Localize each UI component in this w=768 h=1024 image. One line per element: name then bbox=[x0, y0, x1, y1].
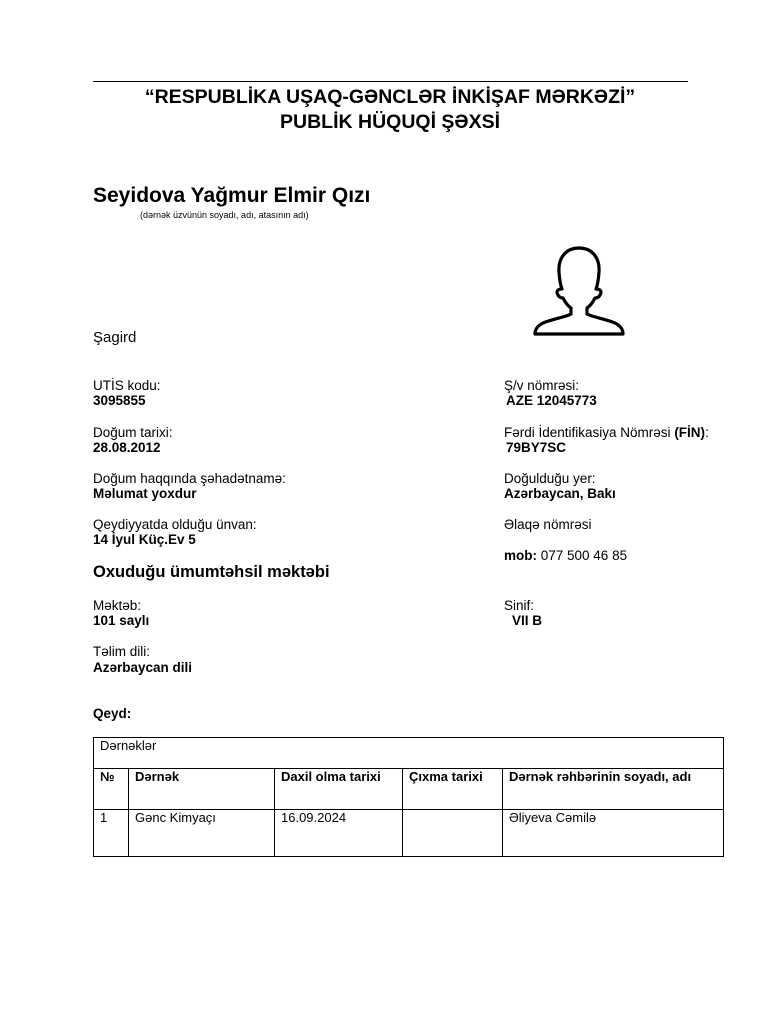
row-club: Gənc Kimyaçı bbox=[129, 810, 275, 857]
row-club-leader: Əliyeva Cəmilə bbox=[503, 810, 724, 857]
fin-label-colon: : bbox=[705, 425, 709, 440]
school-label: Məktəb: bbox=[93, 598, 142, 613]
birthplace-value: Azərbaycan, Bakı bbox=[504, 486, 616, 501]
table-row bbox=[94, 810, 724, 857]
header-number: № bbox=[94, 769, 129, 810]
address-label: Qeydiyyatda olduğu ünvan: bbox=[93, 517, 257, 532]
school-value: 101 saylı bbox=[93, 613, 150, 628]
language-label: Təlim dili: bbox=[93, 644, 151, 659]
birth-certificate-value: Məlumat yoxdur bbox=[93, 486, 197, 501]
table-caption-row bbox=[94, 738, 724, 769]
utis-value: 3095855 bbox=[93, 393, 146, 408]
note-label: Qeyd: bbox=[93, 706, 132, 721]
fin-label bbox=[504, 425, 709, 440]
mobile-value: 077 500 46 85 bbox=[537, 548, 628, 563]
fin-label-text: Fərdi İdentifikasiya Nömrəsi bbox=[504, 425, 675, 440]
sv-label: Ş/v nömrəsi: bbox=[504, 378, 580, 393]
utis-label: UTİS kodu: bbox=[93, 378, 161, 393]
header-club-leader: Dərnək rəhbərinin soyadı, adı bbox=[503, 769, 724, 810]
user-silhouette-icon bbox=[532, 244, 626, 336]
class-value: VII B bbox=[512, 613, 543, 628]
header-exit-date: Çıxma tarixi bbox=[403, 769, 503, 810]
mobile-number bbox=[504, 548, 627, 563]
language-value: Azərbaycan dili bbox=[93, 660, 193, 675]
birth-certificate-label: Doğum haqqında şəhadətnamə: bbox=[93, 471, 286, 486]
header-rule bbox=[93, 81, 688, 82]
table-caption: Dərnəklər bbox=[94, 738, 724, 769]
mobile-prefix: mob: bbox=[504, 548, 537, 563]
dob-label: Doğum tarixi: bbox=[93, 425, 173, 440]
header-club: Dərnək bbox=[129, 769, 275, 810]
birthplace-label: Doğulduğu yer: bbox=[504, 471, 596, 486]
fin-label-abbr: (FİN) bbox=[674, 425, 706, 440]
organization-title-line2: PUBLİK HÜQUQİ ŞƏXSİ bbox=[279, 111, 500, 133]
row-join-date: 16.09.2024 bbox=[275, 810, 403, 857]
contact-label: Əlaqə nömrəsi bbox=[504, 517, 592, 532]
row-exit-date bbox=[403, 810, 503, 857]
table-header-row bbox=[94, 769, 724, 810]
organization-title-line1: “RESPUBLİKA UŞAQ-GƏNCLƏR İNKİŞAF MƏRKƏZİ” bbox=[144, 86, 636, 108]
fin-value: 79BY7SC bbox=[506, 440, 567, 455]
row-number: 1 bbox=[94, 810, 129, 857]
school-section-title: Oxuduğu ümumtəhsil məktəbi bbox=[93, 563, 330, 581]
dob-value: 28.08.2012 bbox=[93, 440, 161, 455]
member-role: Şagird bbox=[93, 329, 137, 346]
header-join-date: Daxil olma tarixi bbox=[275, 769, 403, 810]
address-value: 14 İyul Küç.Ev 5 bbox=[93, 532, 196, 547]
member-name-caption: (dərnək üzvünün soyadı, adı, atasının adı) bbox=[140, 210, 309, 220]
class-label: Sinif: bbox=[504, 598, 535, 613]
member-full-name: Seyidova Yağmur Elmir Qızı bbox=[93, 184, 371, 207]
sv-value: AZE 12045773 bbox=[506, 393, 597, 408]
clubs-table bbox=[93, 737, 724, 857]
